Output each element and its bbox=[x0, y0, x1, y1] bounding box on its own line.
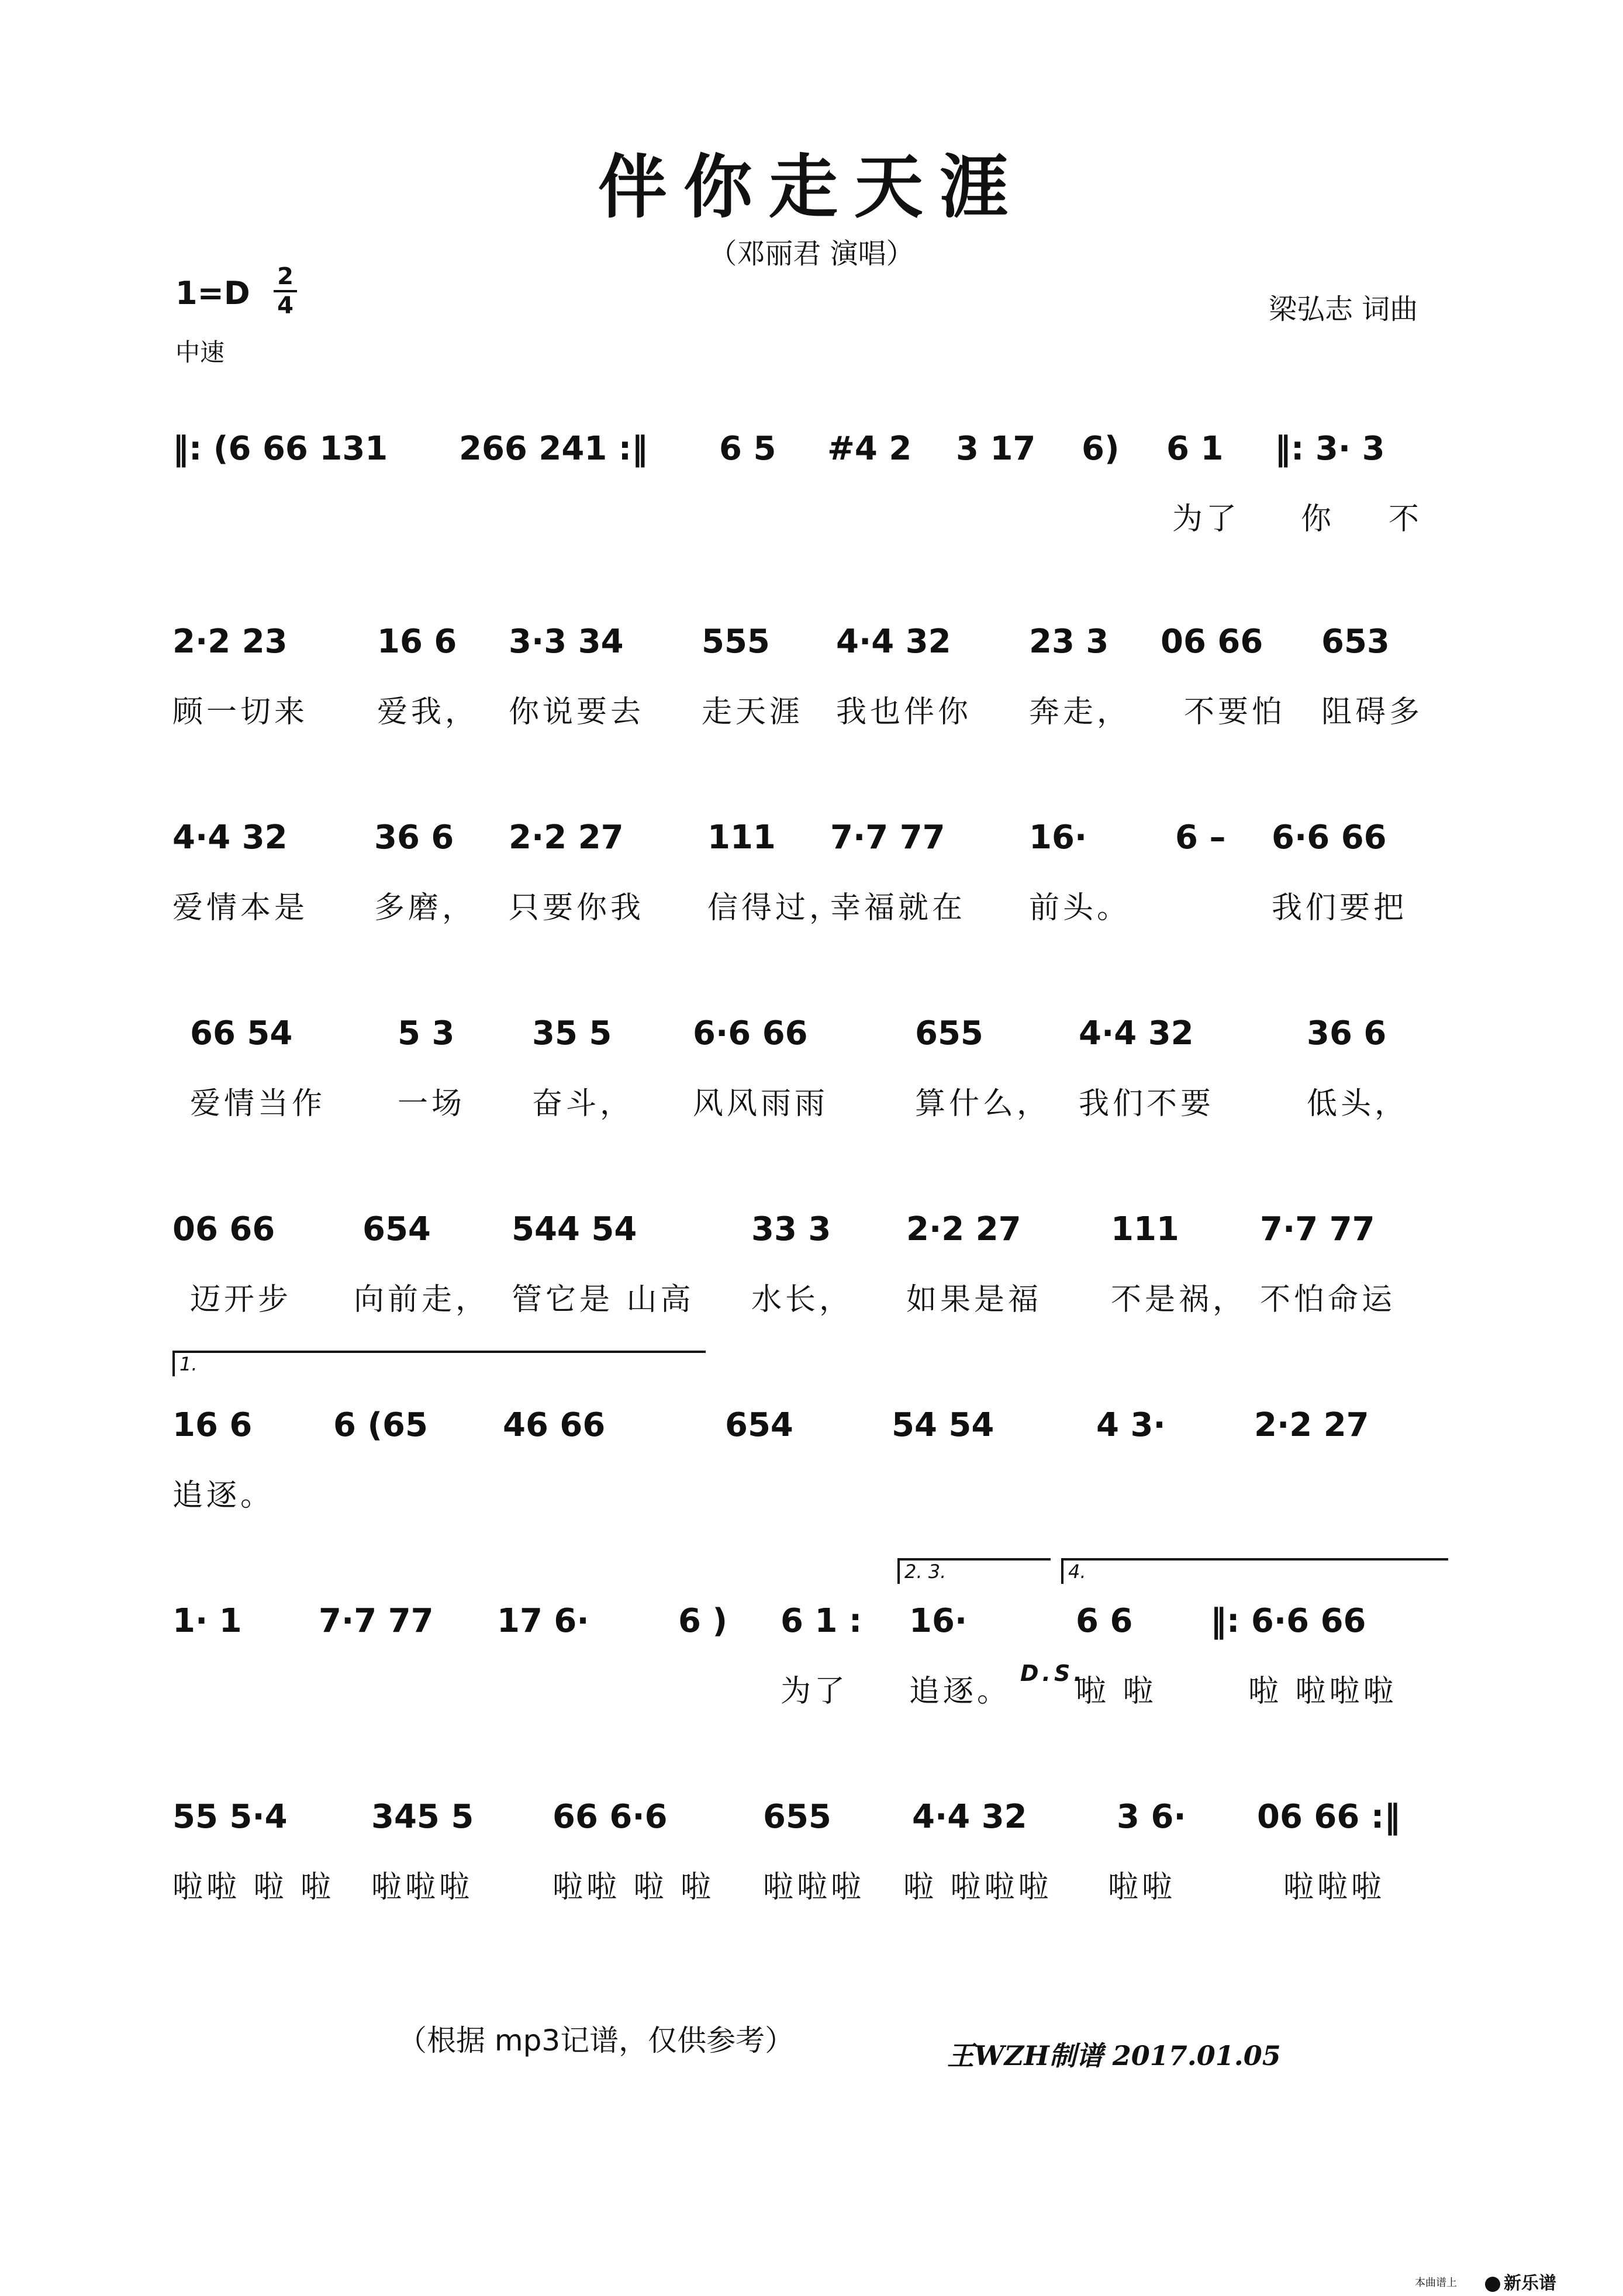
lyric: 顾一切来 bbox=[172, 695, 309, 730]
measure: 6) bbox=[1082, 430, 1120, 468]
composer-credit: 梁弘志 词曲 bbox=[1269, 293, 1418, 326]
lyric: 为了 bbox=[1172, 502, 1241, 537]
measure: 111 bbox=[1111, 1210, 1179, 1248]
measure: 66 54 bbox=[190, 1014, 293, 1052]
dal-segno-marking: D.S. bbox=[1020, 1660, 1086, 1686]
lyric: 为了 bbox=[781, 1674, 849, 1709]
lyric: 你 bbox=[1301, 502, 1335, 537]
measure: 36 6 bbox=[374, 819, 454, 857]
lyric: 啦啦 啦 啦 bbox=[552, 1870, 715, 1905]
arranger-credit: 王WZH制谱 2017.01.05 bbox=[947, 2040, 1281, 2071]
measure: 655 bbox=[763, 1798, 831, 1836]
lyric: 只要你我 bbox=[509, 890, 645, 926]
measure: ‖: 6·6 66 bbox=[1210, 1602, 1366, 1640]
lyric: 低头， bbox=[1307, 1086, 1409, 1121]
measure: 6 – bbox=[1175, 819, 1226, 857]
lyric: 不 bbox=[1389, 502, 1423, 537]
song-title: 伴你走天涯 bbox=[598, 146, 1025, 227]
first-ending-bracket: 1. bbox=[172, 1351, 706, 1376]
measure: 06 66 bbox=[1161, 623, 1263, 661]
measure: ‖: (6 66 131 bbox=[172, 430, 388, 468]
lyric: 我们要把 bbox=[1272, 890, 1408, 926]
measure: 555 bbox=[702, 623, 770, 661]
lyric: 追逐。 bbox=[909, 1674, 1011, 1709]
notes-row-2 bbox=[172, 623, 1459, 669]
measure: 4·4 32 bbox=[1079, 1014, 1194, 1052]
measure: 16 6 bbox=[172, 1406, 253, 1444]
measure: 4 3· bbox=[1096, 1406, 1166, 1444]
lyric: 前头。 bbox=[1029, 890, 1131, 926]
measure: 3 6· bbox=[1117, 1798, 1186, 1836]
measure: 2·2 27 bbox=[509, 819, 624, 857]
lyric: 啦啦啦 bbox=[1283, 1870, 1386, 1905]
lyric: 啦 啦啦啦 bbox=[903, 1870, 1052, 1905]
measure: 66 6·6 bbox=[552, 1798, 668, 1836]
measure: 6 1 : bbox=[781, 1602, 862, 1640]
lyric: 多磨， bbox=[374, 890, 476, 926]
measure: 653 bbox=[1321, 623, 1390, 661]
measure: 23 3 bbox=[1029, 623, 1109, 661]
lyric: 你说要去 bbox=[509, 695, 645, 730]
lyric: 水长， bbox=[751, 1282, 854, 1317]
lyric: 不要怕 bbox=[1184, 695, 1286, 730]
logo-icon bbox=[1485, 2277, 1500, 2292]
lyric: 一场 bbox=[398, 1086, 466, 1121]
lyric: 阻碍多 bbox=[1321, 695, 1424, 730]
measure: 5 3 bbox=[398, 1014, 455, 1052]
measure: 1· 1 bbox=[172, 1602, 242, 1640]
lyric: 不怕命运 bbox=[1260, 1282, 1396, 1317]
key-signature: 1=D bbox=[175, 275, 250, 312]
measure: 2·2 23 bbox=[172, 623, 288, 661]
measure: 6 1 bbox=[1166, 430, 1224, 468]
measure: 33 3 bbox=[751, 1210, 831, 1248]
lyric: 风风雨雨 bbox=[693, 1086, 829, 1121]
time-signature-bottom: 4 bbox=[277, 292, 293, 319]
measure: 46 66 bbox=[503, 1406, 606, 1444]
lyric: 啦啦 啦 啦 bbox=[172, 1870, 335, 1905]
measure: 266 241 :‖ bbox=[459, 430, 648, 468]
lyric: 信得过， bbox=[707, 890, 844, 926]
tempo-marking: 中速 bbox=[175, 338, 225, 367]
notes-row-6 bbox=[172, 1406, 1459, 1453]
measure: 35 5 bbox=[532, 1014, 612, 1052]
lyric: 不是祸， bbox=[1111, 1282, 1247, 1317]
notes-row-1 bbox=[172, 430, 1459, 477]
lyric: 啦啦啦 bbox=[763, 1870, 865, 1905]
measure: 7·7 77 bbox=[830, 819, 945, 857]
measure: 2·2 27 bbox=[1254, 1406, 1369, 1444]
measure: 654 bbox=[725, 1406, 793, 1444]
lyric: 追逐。 bbox=[172, 1478, 275, 1513]
transcription-note: （根据 mp3记谱，仅供参考） bbox=[398, 2024, 795, 2057]
lyric: 我们不要 bbox=[1079, 1086, 1215, 1121]
notes-row-4 bbox=[172, 1014, 1459, 1061]
lyric: 爱情当作 bbox=[190, 1086, 326, 1121]
measure: 55 5·4 bbox=[172, 1798, 288, 1836]
watermark-caption: 本曲谱上 bbox=[1415, 2277, 1457, 2289]
notes-row-3 bbox=[172, 819, 1459, 865]
measure: 6·6 66 bbox=[693, 1014, 808, 1052]
fourth-ending-bracket: 4. bbox=[1061, 1558, 1448, 1584]
lyric: 如果是福 bbox=[906, 1282, 1042, 1317]
lyric: 爱我， bbox=[377, 695, 479, 730]
measure: 345 5 bbox=[371, 1798, 474, 1836]
measure: 6 5 bbox=[719, 430, 776, 468]
measure: 4·4 32 bbox=[172, 819, 288, 857]
lyric: 啦啦啦 bbox=[371, 1870, 474, 1905]
measure: 6 6 bbox=[1076, 1602, 1133, 1640]
measure: 06 66 :‖ bbox=[1257, 1798, 1401, 1836]
lyric: 算什么， bbox=[915, 1086, 1051, 1121]
lyric: 爱情本是 bbox=[172, 890, 309, 926]
time-signature bbox=[274, 264, 297, 318]
measure: 654 bbox=[362, 1210, 431, 1248]
measure: 111 bbox=[707, 819, 776, 857]
measure: 7·7 77 bbox=[319, 1602, 434, 1640]
notes-row-8 bbox=[172, 1798, 1459, 1845]
notes-row-7 bbox=[172, 1602, 1459, 1649]
measure: 3·3 34 bbox=[509, 623, 624, 661]
measure: 6 (65 bbox=[333, 1406, 428, 1444]
lyric: 管它是 山高 bbox=[512, 1282, 695, 1317]
measure: 6 ) bbox=[678, 1602, 728, 1640]
logo-text: 新乐谱 bbox=[1504, 2273, 1556, 2294]
lyric: 向前走， bbox=[354, 1282, 490, 1317]
measure: 16· bbox=[1029, 819, 1087, 857]
notes-row-5 bbox=[172, 1210, 1459, 1257]
performer-subtitle: （邓丽君 演唱） bbox=[709, 237, 914, 270]
lyric: 我也伴你 bbox=[836, 695, 972, 730]
lyric: 啦 啦啦啦 bbox=[1248, 1674, 1397, 1709]
measure: #4 2 bbox=[827, 430, 912, 468]
site-logo bbox=[1485, 2269, 1556, 2294]
measure: 655 bbox=[915, 1014, 983, 1052]
lyric: 啦 啦 bbox=[1076, 1674, 1157, 1709]
measure: 3 17 bbox=[956, 430, 1036, 468]
measure: 16 6 bbox=[377, 623, 457, 661]
lyric: 啦啦 bbox=[1108, 1870, 1176, 1905]
measure: 17 6· bbox=[497, 1602, 589, 1640]
second-third-ending-bracket: 2. 3. bbox=[897, 1558, 1051, 1584]
measure: 54 54 bbox=[892, 1406, 994, 1444]
measure: 4·4 32 bbox=[912, 1798, 1027, 1836]
lyric: 奋斗， bbox=[532, 1086, 634, 1121]
measure: 36 6 bbox=[1307, 1014, 1387, 1052]
time-signature-top: 2 bbox=[277, 263, 293, 290]
measure: ‖: 3· 3 bbox=[1275, 430, 1385, 468]
lyric: 幸福就在 bbox=[830, 890, 966, 926]
lyric: 走天涯 bbox=[702, 695, 804, 730]
measure: 7·7 77 bbox=[1260, 1210, 1375, 1248]
measure: 16· bbox=[909, 1602, 968, 1640]
measure: 6·6 66 bbox=[1272, 819, 1387, 857]
measure: 06 66 bbox=[172, 1210, 275, 1248]
lyric: 奔走， bbox=[1029, 695, 1131, 730]
lyric: 迈开步 bbox=[190, 1282, 292, 1317]
measure: 4·4 32 bbox=[836, 623, 951, 661]
measure: 544 54 bbox=[512, 1210, 637, 1248]
measure: 2·2 27 bbox=[906, 1210, 1021, 1248]
